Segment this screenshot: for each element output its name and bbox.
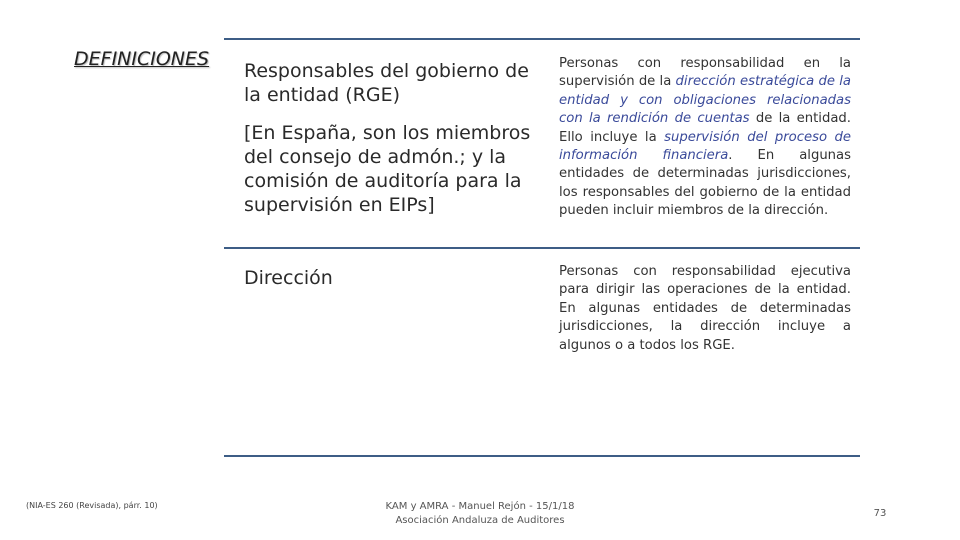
page-number: 73	[873, 508, 887, 519]
definition-direccion: Personas con responsabilidad ejecutiva para dirigir las operaciones de la entidad. En algunas entidades de determinadas jurisdicciones, la dirección incluye a algunos o a todos los RGE.	[559, 264, 851, 353]
slide-title: DEFINICIONES	[74, 48, 210, 70]
term-rge: Responsables del gobierno de la entidad (RGE)	[244, 60, 529, 106]
row-divider	[224, 247, 860, 249]
term-rge-note: [En España, son los miembros del consejo de admón.; y la comisión de auditoría para la supervisión en EIPs]	[244, 122, 531, 216]
term-direccion: Dirección	[244, 267, 333, 289]
bottom-divider	[224, 455, 860, 457]
definition-rge	[559, 55, 851, 221]
definition-rge-part: Personas con responsabilidad en la supervisión de la	[559, 56, 851, 90]
footer-author-line: KAM y AMRA - Manuel Rejón - 15/1/18	[385, 501, 575, 512]
footer-organization-line: Asociación Andaluza de Auditores	[395, 515, 565, 526]
footer-center	[360, 500, 600, 528]
definition-rge-emphasis: supervisión del proceso de información financiera	[559, 129, 852, 164]
definition-rge-emphasis: dirección estratégica de la entidad y con obligaciones relacionadas con la rendición de cuentas	[559, 74, 851, 127]
definition-rge-part: . En algunas entidades de determinadas jurisdicciones, los responsables del gobierno de la entidad pueden incluir miembros de la dirección.	[559, 148, 851, 219]
definition-rge-part: de la entidad. Ello incluye la	[559, 111, 851, 145]
top-divider	[224, 38, 860, 40]
footer-reference: (NIA-ES 260 (Revisada), párr. 10)	[26, 501, 158, 510]
